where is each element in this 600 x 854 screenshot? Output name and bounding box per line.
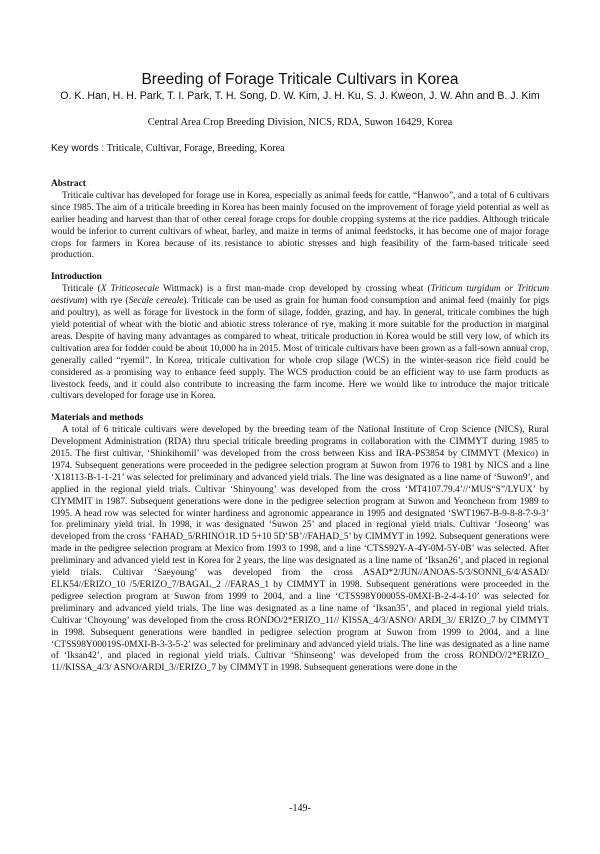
keywords-label: Key words :: [51, 143, 105, 154]
intro-species-secale: Secale cereale: [128, 296, 184, 307]
affiliation: Central Area Crop Breeding Division, NICS, RDA, Suwon 16429, Korea: [147, 117, 453, 128]
abstract-heading: Abstract: [51, 179, 86, 189]
keywords-list: Triticale, Cultivar, Forage, Breeding, Korea: [106, 143, 285, 154]
introduction-heading: Introduction: [51, 272, 102, 283]
page-number: -149-: [289, 803, 311, 814]
paper-body: [51, 179, 549, 675]
author-list: O. K. Han, H. H. Park, T. I. Park, T. H. Song, D. W. Kim, J. H. Ku, S. J. Kweon, J. W. Ahn and B. J. Kim: [60, 90, 540, 102]
abstract-paragraph: Triticale cultivar has developed for forage use in Korea, especially as animal feeds for cattle, “Hanwoo”, and a total of 6 cultivars since 1985. The aim of a triticale breeding in Korea has been mainly focused on the improvement of forage yield potential as well as earlier heading and harvest than that of other cereal forage crops for double cropping systems at the rice paddies. Although triticale would be inferior to current cultivars of wheat, barley, and maize in terms of animal feedstocks, it has become one of major forage crops for farmers in Korea because of its resistance to abiotic stresses and high feasibility of the farm-based triticale seed production.: [51, 190, 549, 261]
intro-text-4: ). Triticale can be used as grain for human food consumption and animal feed (mainly for pigs and poultry), as well as forage for livestock in the form of silage, fodder, grazing, and hay. In general, triticale combines the high yield potential of wheat with the biotic and abiotic stress tolerance of rye, making it more suitable for the production in marginal areas. Despite of having many advantages as compared to wheat, triticale production in Korea would be still very low, of which its cultivation area for fodder could be about 10,000 ha in 2015. Most of triticale cultivars have been grown as a fall-sown annual crop, generally called “ryemil”. In Korea, triticale cultivation for whole crop silage (WCS) in the winter-season rice field could be considered as a promising way to enhance feed supply. The WCS production could be an efficient way to use farm products as livestock feeds, and it could also contribute to increasing the farm income. Here we would like to introduce the major triticale cultivars developed for forage use in Korea.: [51, 296, 550, 402]
introduction-paragraph: [51, 284, 549, 403]
intro-species-triticosecale: X Triticosecale: [100, 284, 160, 295]
keywords-line: [51, 142, 551, 155]
paper-title: Breeding of Forage Triticale Cultivars in Korea: [141, 71, 459, 88]
intro-species-triticum: Triticum turgidum or Triticum aestivum: [51, 284, 549, 307]
intro-text-1: Triticale (: [62, 284, 101, 295]
methods-heading: Materials and methods: [51, 413, 144, 424]
intro-text-3: ) with rye (: [84, 296, 129, 307]
intro-text-2: Wittmack) is a first man-made crop developed by crossing wheat (: [159, 284, 431, 295]
methods-paragraph: A total of 6 triticale cultivars were developed by the breeding team of the National Institute of Crop Science (NICS), Rural Development Administration (RDA) thru special triticale breeding programs in collaboration with the CIMMYT during 1985 to 2015. The first cultivar, ‘Shinkihomil’ was developed from the cross between Kiss and IRA-PS3854 by CIMMYT (Mexico) in 1974. Subsequent generations were proceeded in the pedigree selection program at Suwon from 1976 to 1981 by NICS and a line ‘X18113-B-1-1-21’ was selected for preliminary and advanced yield trials. The line was designated as a line name of ‘Suwon9’, and applied in the regional yield trials. Cultivar ‘Shinyoung’ was developed from the cross ‘MT4107.79.4’//‘MUS“S”/LYUX’ by CIYMMIT in 1987. Subsequent generations were done in the pedigree selection program at Suwon and Yeoncheon from 1989 to 1995. A head row was selected for winter hardiness and agronomic appearance in 1995 and designated ‘SWT1967-B-9-8-8-7-9-3’ for preliminary yield trial. In 1998, it was designated ‘Suwon 25’ and placed in regional yield trials. Cultivar ‘Joseong’ was developed from the cross ‘FAHAD_5/RHINO1R.1D 5+10 5D’5B’//FAHAD_5’ by CIMMYT in 1992. Subsequent generations were made in the pedigree selection program at Mexico from 1993 to 1998, and a line ‘CTSS92Y-A-4Y-0M-5Y-0B’ was selected. After preliminary and advanced yield test in Korea for 2 years, the line was designated as a line name of ‘Iksan26’, and placed in regional yield trials. Cultivar ‘Saeyoung’ was developed from the cross ASAD*2/JUN//ANOAS-5/3/SONNI_6/4/ASAD/ ELK54//ERIZO_10 /5/ERIZO_7/BAGAL_2 //FARAS_1 by CIMMYT in 1998. Subsequent generations were proceeded in the pedigree selection program at Suwon from 1999 to 2004, and a line ‘CTSS98Y00005S-0MXI-B-2-4-4-10’ was selected for preliminary and advanced yield trials. The line was designated as a line name of ‘Iksan35’, and placed in regional yield trials. Cultivar ‘Choyoung’ was developed from the cross RONDO/2*ERIZO_11// KISSA_4/3/ASNO/ ARDI_3// ERIZO_7 by CIMMYT in 1998. Subsequent generations were handled in pedigree selection program at Suwon from 1999 to 2004, and a line ‘CTSS98Y00019S-0MXI-B-3-3-5-2’ was selected for preliminary and advanced yield trials. The line was designated as a line name of ‘Iksan42’, and placed in regional yield trials. Cultivar ‘Shinseong’ was developed from the cross RONDO//2*ERIZO_ 11//KISSA_4/3/ ASNO/ARDI_3//ERIZO_7 by CIMMYT in 1998. Subsequent generations were done in the: [51, 425, 549, 674]
